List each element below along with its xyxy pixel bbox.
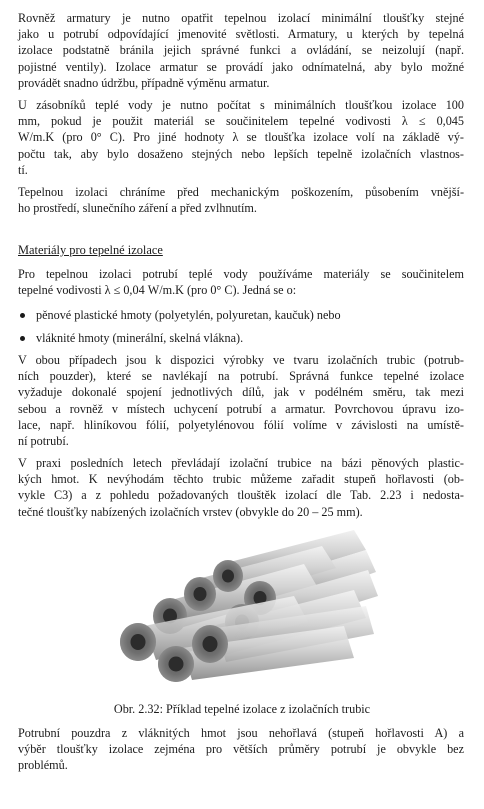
text-line: Potrubní pouzdra z vláknitých hmot jsou nehořlavá (stupeň hořlavosti A) a [18, 726, 464, 740]
text-line: mm, pokud je použit materiál se součinitelem tepelné vodivosti λ ≤ 0,045 [18, 114, 464, 129]
list-item-text: pěnové plastické hmoty (polyetylén, polyuretan, kaučuk) nebo [36, 308, 341, 322]
text-line: ní potrubí. [18, 434, 69, 449]
text-line: tepelné vodivosti λ ≤ 0,04 W/m.K (pro 0° C). Jedná se o: [18, 283, 297, 298]
text-line: sebou a rovněž v místech uchycení potrubí a armatur. Povrchovou úpravu izo- [18, 401, 464, 416]
text-line: V praxi posledních letech převládají izolační trubice na bázi pěnových plastic- [18, 456, 464, 470]
text-line: jako u potrubí odpovídající jmenovité světlosti. Armatury, u kterých by tepelná [18, 27, 464, 42]
paragraph-vyrobky [18, 352, 464, 449]
paragraph-praxe [18, 455, 464, 520]
list-item-text: vláknité hmoty (minerální, skelná vlákna). [36, 331, 244, 345]
text-line: ho prostředí, slunečního záření a před zvlhnutím. [18, 201, 257, 216]
text-line: V obou případech jsou k dispozici výrobky ve tvaru izolačních trubic (potrub- [18, 353, 464, 367]
figure-caption: Obr. 2.32: Příklad tepelné izolace z izolačních trubic [113, 702, 371, 716]
paragraph-materialy [18, 266, 464, 298]
text-line: vykle C3) a z pohledu požadovaných tlouštěk izolací dle Tab. 2.23 i nedosta- [18, 488, 464, 503]
paragraph-ochrana [18, 184, 464, 216]
text-line: U zásobníků teplé vody je nutno počítat s minimálních tloušťkou izolace 100 [18, 98, 464, 112]
text-line: provádět snadno údržbu, případně výměnu armatur. [18, 75, 270, 90]
paragraph-zasobniky [18, 97, 464, 178]
text-line: problémů. [18, 758, 68, 773]
text-line: tečné tloušťky nabízených izolačních vrstev (obvykle do 20 – 25 mm). [18, 504, 363, 519]
text-line: Pro tepelnou izolaci potrubí teplé vody používáme materiály se součinitelem [18, 267, 464, 281]
text-line: ních pouzder), které se navlékají na potrubí. Správná funkce tepelné izolace [18, 369, 464, 384]
text-line: vyžaduje dokonalé spojení jednotlivých dílů, jak v podélném směru, tak mezi [18, 385, 464, 400]
text-line: počtu tak, aby bylo dosaženo stejných nebo lepších tepelně izolačních vlastnos- [18, 146, 464, 161]
bullet-icon [20, 313, 25, 318]
text-line: Rovněž armatury je nutno opatřit tepelnou izolací minimální tloušťky stejné [18, 11, 464, 25]
bullet-icon [20, 336, 25, 341]
section-heading: Materiály pro tepelné izolace [18, 243, 163, 257]
text-line: Tepelnou izolaci chráníme před mechanickým poškozením, působením vnější- [18, 185, 464, 199]
insulation-tubes-photo [104, 524, 380, 684]
paragraph-armatury [18, 10, 464, 91]
text-line: pojistné ventily). Izolace armatur se provádí jako odnímatelná, aby bylo možné [18, 59, 464, 74]
text-line: kých hmot. K nevýhodám těchto trubic můžeme zařadit stupeň hořlavosti (ob- [18, 472, 464, 487]
text-line: výběr tloušťky izolace zejména pro větších průměry potrubí je obvykle bez [18, 742, 464, 757]
text-line: tí. [18, 162, 28, 177]
text-line: lace, např. hliníkovou fólií, polyetylénovou fólií volíme v závislosti na umístě- [18, 417, 464, 432]
text-line: W/m.K (pro 0° C). Pro jiné hodnoty λ se tloušťka izolace volí na základě vý- [18, 130, 464, 145]
text-line: izolace podstatně bránila jejich správné funkci a ovládání, se neizolují (např. [18, 43, 464, 58]
paragraph-pouzdra [18, 725, 464, 774]
